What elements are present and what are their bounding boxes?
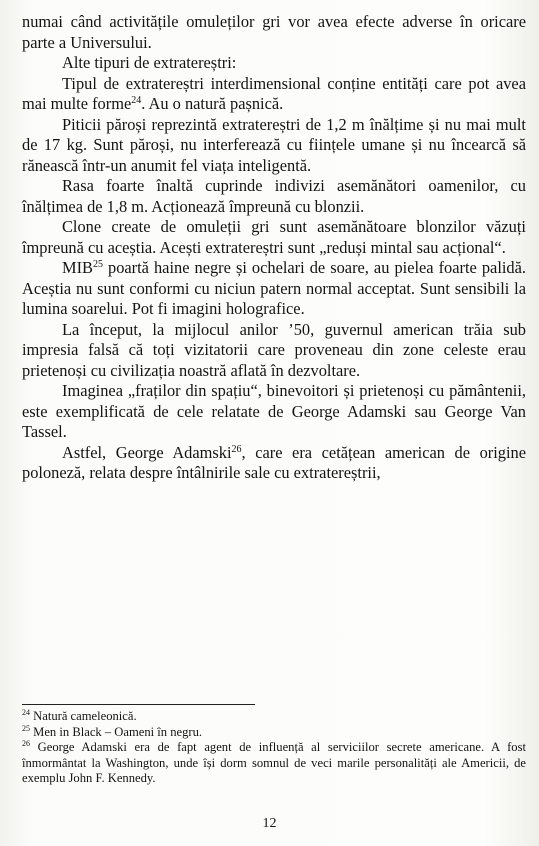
paragraph-10: Astfel, George Adamski$^{26}$, care era cetățean american de origine poloneză, relata despre întâlnirile sale cu extratereștrii, [22,442,526,482]
paragraph-9: Imaginea „fraților din spațiu“, binevoitori și prietenoși cu pământenii, este exemplificată de cele relatate de George Adamski sau George Van Tassel. [22,381,526,441]
footnote-text: George Adamski era de fapt agent de influență al serviciilor secrete americane. A fost înmormântat la Washington, unde își dorm somnul de veci marile personalități ale Americii, de exemplu John F. Kennedy. [22,740,526,786]
paragraph-2: Alte tipuri de extratereștri: [62,53,237,72]
footnote-text: Men in Black – Oameni în negru. [30,724,203,739]
footnote-24 [22,709,526,725]
paragraph-7: MIB$^{25}$ poartă haine negre și ochelari de soare, au pielea foarte palidă. Aceștia nu sunt conformi cu niciun patern normal acceptat. Sunt sensibili la lumina soarelui. Pot fi imagini holografice. [22,258,526,318]
paragraph-8: La început, la mijlocul anilor ’50, guvernul american trăia sub impresia falsă că toți vizitatorii care proveneau din zone celeste erau prietenoși cu civilizația noastră aflată în dezvoltare. [22,319,526,380]
footnote-ref-24: 24 [131,95,142,106]
footnote-26 [22,740,526,787]
paragraph-5: Rasa foarte înaltă cuprinde indivizi asemănători oamenilor, cu înălțimea de 1,8 m. Acționează împreună cu blonzii. [22,176,526,216]
footnote-number: 24 [22,708,30,717]
page-number: 12 [262,816,277,831]
footnote-text: Natură cameleonică. [30,709,137,723]
footnote-ref-25: 25 [92,259,103,270]
body-text [22,12,526,484]
footnotes [22,709,526,787]
footnote-number: 26 [22,739,30,749]
paragraph-4: Piticii păroși reprezintă extratereștri de 1,2 m înălțime și nu mai mult de 17 kg. Sunt păroși, nu interferează cu ființele umane și nu încearcă să rănească într-un anumit fel viața inteligentă. [22,114,526,175]
footnote-divider [22,704,255,705]
paragraph-3: Tipul de extratereștri interdimensional conține entități care pot avea mai multe forme$^{24}$. Au o natură pașnică. [22,73,526,113]
footnote-25 [22,725,526,741]
footnote-number: 25 [22,723,30,733]
paragraph-6: Clone create de omuleții gri sunt asemănătoare blonzilor văzuți împreună cu aceștia. Acești extratereștri sunt „reduși mintal sau acțional“. [22,217,526,257]
footnote-ref-26: 26 [231,443,242,455]
paragraph-1: numai când activitățile omuleților gri vor avea efecte adverse în oricare parte a Universului. [22,12,526,52]
